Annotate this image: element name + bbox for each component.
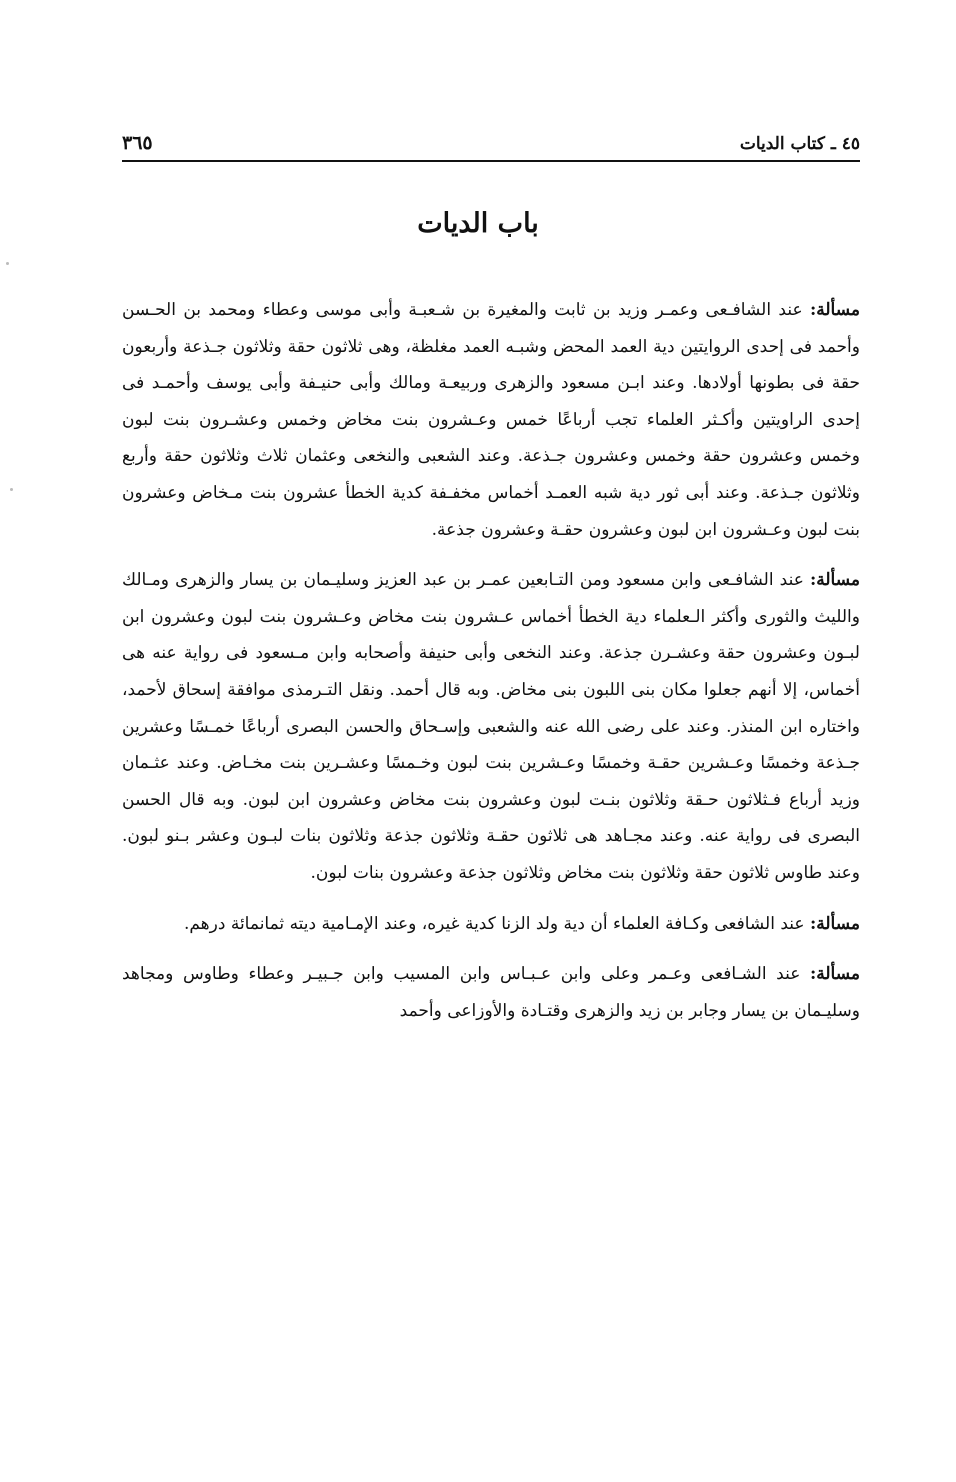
body-text xyxy=(122,292,860,1043)
page-header xyxy=(122,118,860,162)
page-number: ٣٦٥ xyxy=(122,132,153,154)
paragraph xyxy=(122,906,860,943)
paragraph-lead: مسألة: xyxy=(809,300,860,320)
paragraph-text: عند الشافـعى وعمـر وزيد بن ثابت والمغيرة بن شـعبـة وأبى موسى وعطاء ومحمد بن الحـسن وأحمد فى إحدى الروايتين دية العمد المحض وشبـه العمد مغلظة، وهى ثلاثون حقة وثلاثون جـذعة وأربعون حقة فى بطونها أولادها. وعند ابـن مسعود والزهرى وربيعـة ومالك وأبى حنيـفة وأبى يوسف وأحمـد فى إحدى الراويتين وأكـثر العلماء تجب أرباعًا خمس وعـشرون بنت مخاض وخمس وعشـرون بنت لبون وخمس وعشرون حقة وخمس وعشرون جـذعة. وعند الشعبى والنخعى وعثمان ثلاث وثلاثون حقة وأربع وثلاثون جـذعة. وعند أبى ثور دية شبه العمـد أخماس مخفـفة كدية الخطأ عشرون بنت مـخاض وعشرون بنت لبون وعـشرون ابن لبون وعشرون حقـة وعشرون جذعة. xyxy=(122,300,860,540)
chapter-title: باب الديات xyxy=(417,208,539,239)
scan-speck xyxy=(10,488,13,491)
running-title: ٤٥ ـ كتاب الديات xyxy=(739,134,860,154)
paragraph xyxy=(122,292,860,548)
scan-speck xyxy=(6,262,9,265)
paragraph xyxy=(122,562,860,891)
paragraph-lead: مسألة: xyxy=(809,913,860,934)
paragraph-text: عند الشـافعى وعـمر وعلى وابن عـبـاس وابن المسيب وابن جـبيـر وعطاء وطاوس ومجاهد وسليـمان بن يسار وجابر بن زيد والزهرى وقتـادة والأوزاعى وأحمد xyxy=(122,964,860,1021)
paragraph-text: عند الشافـعى وابن مسعود ومن التـابعين عمـر بن عبد العزيز وسليـمان بن يسار والزهرى ومـالك والليث والثورى وأكثر الـعلماء دية الخطأ أخماس عـشرون بنت مخاض وعـشرون بنت لبون وعشرون ابن لبـون وعشرون حقة وعشـرن جذعة. وعند النخعى وأبى حنيفة وأصحابه وابن مـسعود فى رواية عنه هى أخماس، إلا أنهم جعلوا مكان بنى اللبون بنى مخاض. وبه قال أحمد. ونقل التـرمذى موافقة إسحاق لأحمد، واختاره ابن المنذر. وعند على رضى الله عنه والشعبى وإسـحاق والحسن البصرى أرباعًا خمـسًا وعشرين جـذعة وخمسًا وعـشرين حقـة وخمسًا وعـشرين بنت لبون وخـمسًا وعشـرين بنت مخـاض. وعند عثـمان وزيد أرباع فـثلاثون حـقة وثلاثون بنـت لبون وعشرون بنت مخاض وعشرون ابن لبون. وبه قال الحسن البصرى فى رواية عنه. وعند مجـاهد هى ثلاثون حقـة وثلاثون جذعة وثلاثون بنات لبـون وعشر بـنو لبون. وعند طاوس ثلاثون حقة وثلاثون بنت مخاض وثلاثون جذعة وعشرون بنات لبون. xyxy=(122,570,860,883)
paragraph-text: عند الشافعى وكـافة العلماء أن دية ولد الزنا كدية غيره، وعند الإمـامية ديته ثمانمائة درهم. xyxy=(183,913,810,934)
paragraph-lead: مسألة: xyxy=(809,570,860,591)
paragraph xyxy=(122,956,860,1029)
paragraph-lead: مسألة: xyxy=(809,964,860,985)
